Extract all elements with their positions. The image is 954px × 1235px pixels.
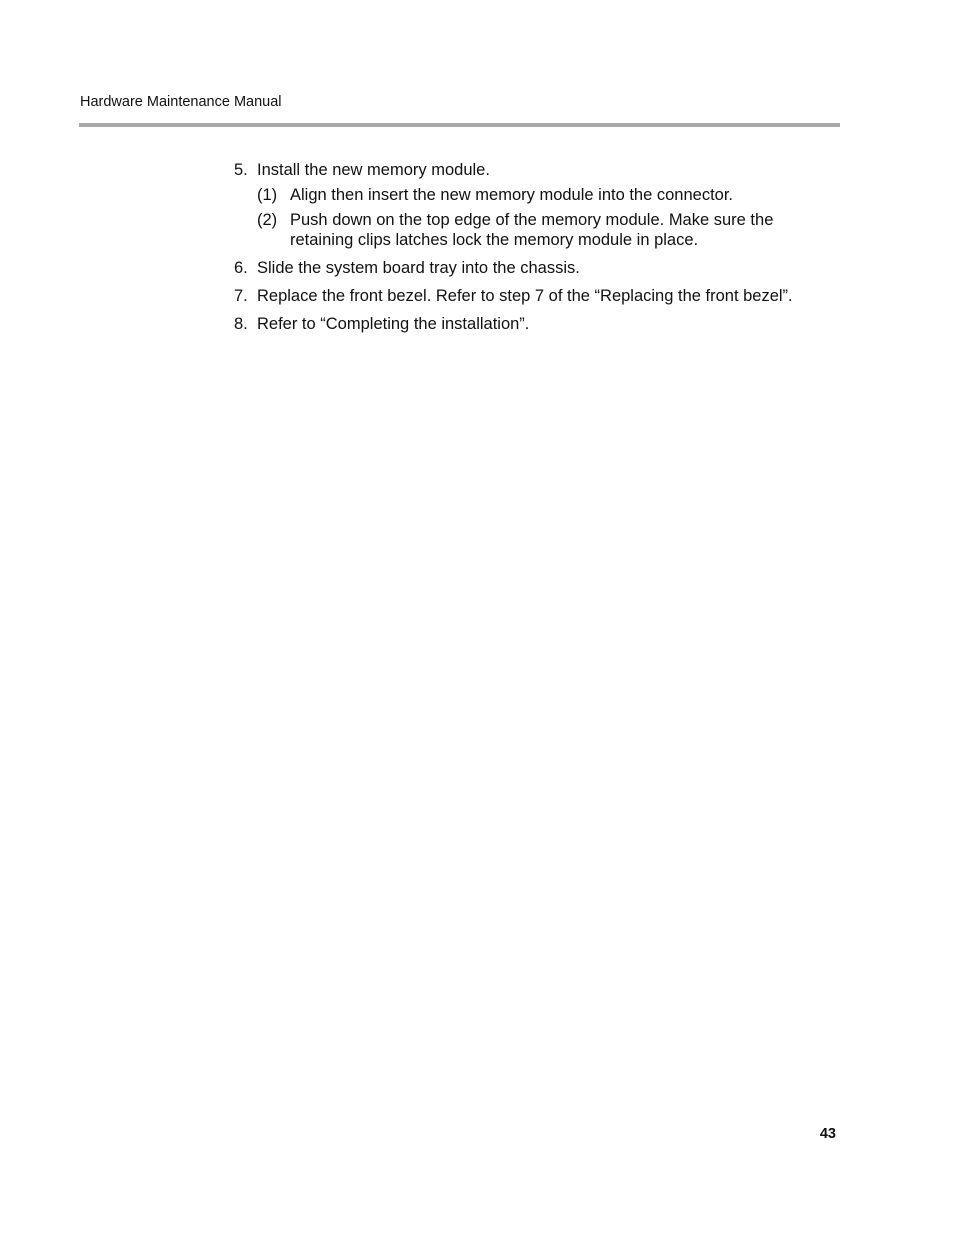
substep-1 — [257, 185, 834, 205]
substep-text: Align then insert the new memory module into the connector. — [290, 186, 733, 204]
running-header: Hardware Maintenance Manual — [80, 94, 282, 110]
step-text: Refer to “Completing the installation”. — [257, 315, 530, 333]
substep-number: (1) — [257, 186, 278, 204]
substep-number: (2) — [257, 211, 278, 229]
step-7 — [234, 286, 834, 306]
step-number: 7. — [234, 287, 248, 305]
substep-text: Push down on the top edge of the memory module. Make sure the retaining clips latches lock the memory module in place. — [290, 211, 774, 249]
header-divider — [79, 123, 840, 127]
procedure-steps — [234, 160, 834, 342]
step-number: 8. — [234, 315, 248, 333]
substep-2 — [257, 210, 834, 250]
step-text: Install the new memory module. — [257, 161, 490, 179]
step-8 — [234, 314, 834, 334]
step-number: 5. — [234, 161, 248, 179]
page-number: 43 — [819, 1126, 836, 1142]
step-number: 6. — [234, 259, 248, 277]
step-6 — [234, 258, 834, 278]
step-text: Slide the system board tray into the chassis. — [257, 259, 580, 277]
step-text: Replace the front bezel. Refer to step 7 of the “Replacing the front bezel”. — [257, 287, 793, 305]
substep-list — [257, 185, 834, 250]
step-5 — [234, 160, 834, 250]
